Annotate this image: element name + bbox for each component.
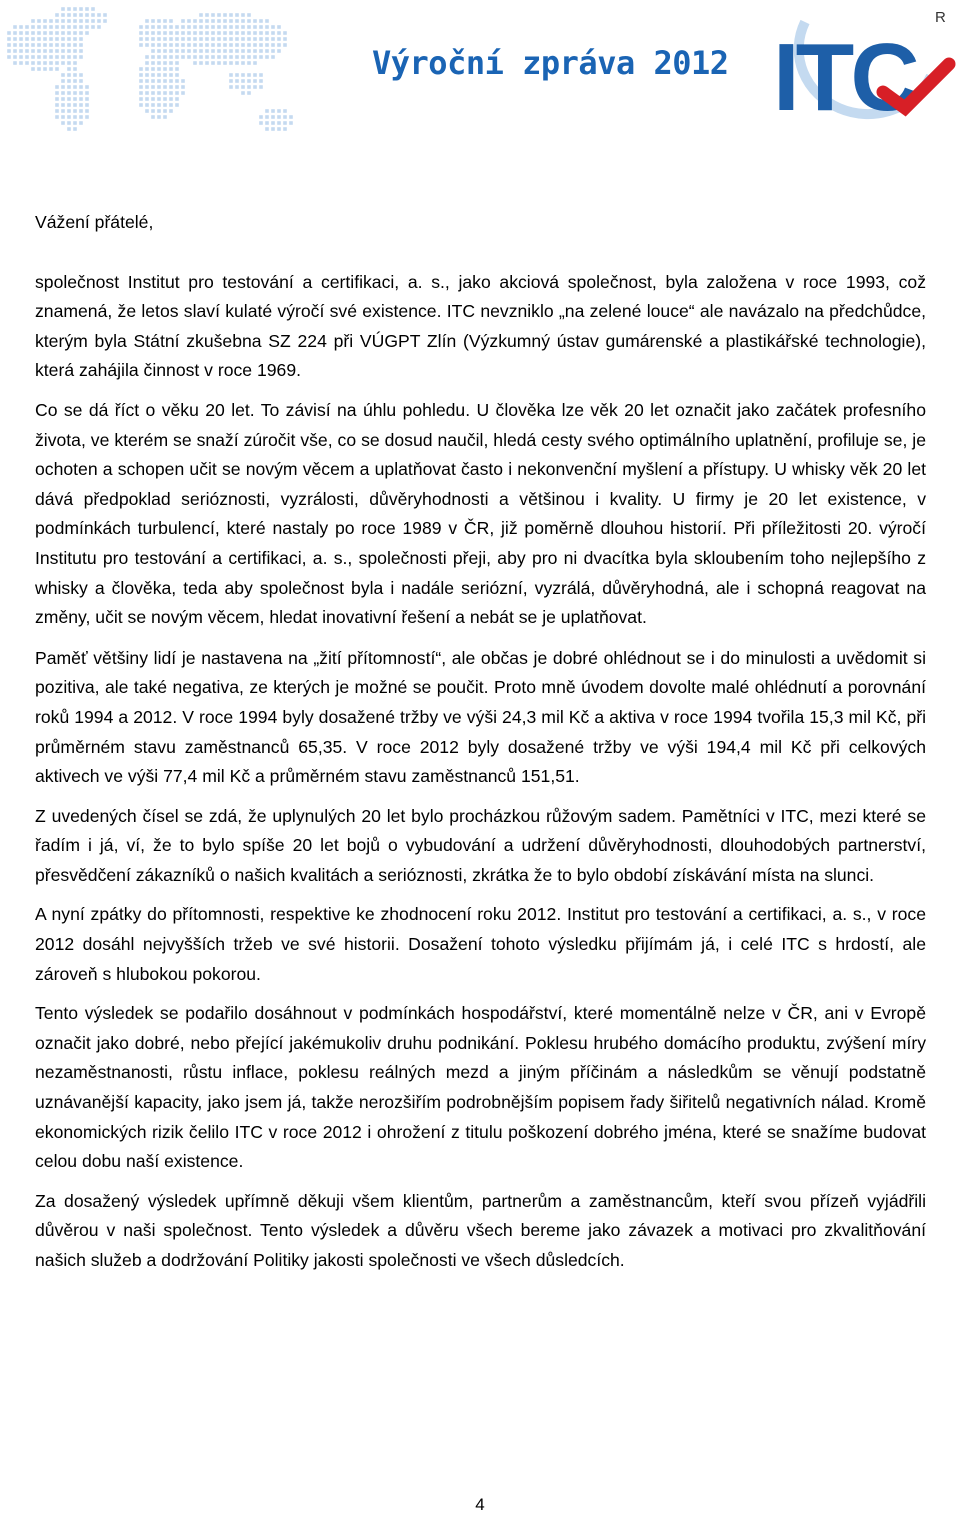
paragraph-2012: A nyní zpátky do přítomnosti, respektive ke zhodnocení roku 2012. Institut pro testování a certifikaci, a. s., v roce 2012 dosáhl nejvyšších tržeb ve své historii. Dosažení tohoto výsledku přijímám já, i celé ITC s hrdostí, ale zároveň s hlubokou pokorou.: [35, 904, 926, 984]
paragraph-founding: společnost Institut pro testování a certifikaci, a. s., jako akciová společnost, byla založena v roce 1993, což znamená, že letos slaví kulaté výročí své existence. ITC nevzniklo „na zelené louce“ ale navázalo na předchůdce, kterým byla Státní zkušebna SZ 224 při VÚGPT Zlín (Výzkumný ústav gumárenské a plastikářské technologie), která zahájila činnost v roce 1969.: [35, 271, 926, 381]
greeting: Vážení přátelé,: [35, 212, 154, 232]
itc-logo: [745, 0, 960, 140]
page-number: 4: [475, 1495, 485, 1514]
logo-text: ITC: [773, 24, 916, 131]
paragraph-comparison: Paměť většiny lidí je nastavena na „žití přítomností“, ale občas je dobré ohlédnout se i do minulosti a uvědomit si pozitiva, ale také negativa, ze kterých je možné se poučit. Proto mně úvodem dovolte malé ohlédnutí a porovnání roků 1994 a 2012. V roce 1994 byly dosažené tržby ve výši 24,3 mil Kč a aktiva v roce 1994 tvořila 15,3 mil Kč, při průměrném stavu zaměstnanců 65,35. V roce 2012 byly dosažené tržby ve výši 194,4 mil Kč při celkových aktivech ve výši 77,4 mil Kč a průměrném stavu zaměstnanců 151,51.: [35, 647, 926, 787]
world-map-icon: [0, 0, 300, 150]
logo-registered-mark: R: [935, 9, 946, 26]
paragraph-history: Z uvedených čísel se zdá, že uplynulých 20 let bylo procházkou růžovým sadem. Pamětníci v ITC, mezi které se řadím i já, ví, že to bylo spíše 20 let bojů o vybudování a udržení důvěryhodnosti, dlouhodobých partnerství, přesvědčení zákazníků o našich kvalitách a serióznosti, zkrátka že to bylo období získávání místa na slunci.: [35, 805, 926, 885]
letter-body: [35, 208, 926, 1276]
paragraph-conditions: Tento výsledek se podařilo dosáhnout v podmínkách hospodářství, které momentálně nelze v ČR, ani v Evropě označit jako dobré, nebo přející jakémukoliv druhu podnikání. Poklesu hrubého domácího produktu, zvýšení míry nezaměstnanosti, růstu inflace, poklesu reálných mezd a jiným příčinám a následkům se věnují podstatně uznávanější kapacity, jako jsem já, takže nerozšiřím podrobnějším popisem řady šiřitelů negativních nálad. Kromě ekonomických rizik čelilo ITC v roce 2012 i ohrožení z titulu poškození dobrého jména, které se snažíme budovat celou dobu naší existence.: [35, 1003, 926, 1172]
report-title: Výroční zpráva 2012: [372, 44, 729, 82]
paragraph-age-20: Co se dá říct o věku 20 let. To závisí na úhlu pohledu. U člověka lze věk 20 let označit jako začátek profesního života, ve kterém se snaží zúročit vše, co se dosud naučil, hledá cesty svého optimálního uplatnění, profiluje se, je ochoten a schopen učit se novým věcem a uplatňovat často i nekonvenční myšlení a přístupy. U whisky věk 20 let dává předpoklad serióznosti, vyzrálosti, důvěryhodnosti a většinou i kvality. U firmy je 20 let existence, v podmínkách turbulencí, které nastaly po roce 1989 v ČR, již poměrně dlouhou historií. Při příležitosti 20. výročí Institutu pro testování a certifikaci, a. s., společnosti přeji, aby pro ni dvacítka byla skloubením toho nejlepšího z whisky a člověka, teda aby společnost byla i nadále seriózní, vyzrálá, důvěryhodná, ale i schopná reagovat na změny, učit se novým věcem, hledat inovativní řešení a nebát se je uplatňovat.: [35, 399, 926, 628]
page-header: [0, 0, 960, 150]
paragraph-thanks: Za dosažený výsledek upřímně děkuji všem klientům, partnerům a zaměstnancům, kteří svou přízeň vyjádřili důvěrou v naši společnost. Tento výsledek a důvěru všech bereme jako závazek a motivaci pro zkvalitňování našich služeb a dodržování Politiky jakosti společnosti ve všech důsledcích.: [35, 1190, 926, 1270]
